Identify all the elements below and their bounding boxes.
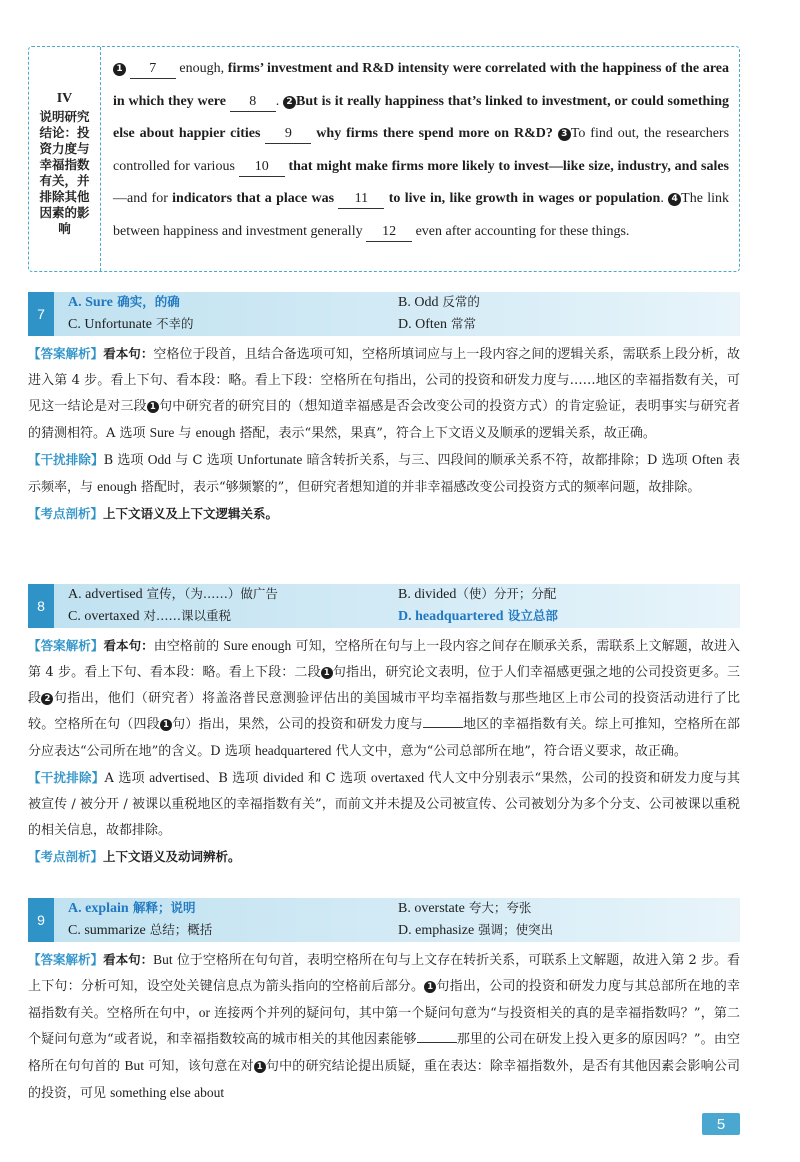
q8-option-b: B. divided（使）分开；分配 — [398, 586, 557, 602]
q8-option-c: C. overtaxed 对……课以重税 — [68, 608, 232, 624]
q9-answer-analysis: 【答案解析】看本句：But 位于空格所在句句首，表明空格所在句与上文存在转折关系，可联系上文解题，故进入第 2 步。看上下句：分析可知，设空处关键信息点为箭头指向的空格前后部分。 1 句指出，公司的投资和研发力度与其总部所在地的幸福指数有关。空格所在句中，or 连接两个并列的疑问句，其中第一个疑问句意为“与投资相关的真的是幸福指数吗？”，第二个疑问句意为“或者说，和幸福指数较高的城市相关的其他因素能够 那里的公司在研发上投入更多的原因吗？”。由空格所在句句首的 But 可知，该句意在对 1 句中的研究结论提出质疑，重在表达：除幸福指数外，是否有其他因素会影响公司的投资，可见 something else about — [28, 952, 740, 1101]
q8-explanation — [28, 633, 740, 871]
passage-text — [101, 47, 739, 271]
passage-s1b: firms’ investment and R&D intensity were correlated with the happiness of the area in which they were — [113, 61, 730, 109]
q7-option-c: C. Unfortunate 不幸的 — [68, 316, 194, 332]
blank-7: 7 — [130, 60, 176, 79]
q7-option-d: D. Often 常常 — [398, 316, 476, 332]
sentence-marker-2: 2 — [283, 96, 296, 109]
blank-12: 12 — [366, 223, 412, 242]
passage-s3f: to live in, like growth in wages or population — [384, 191, 661, 206]
passage-s3c: —like size, industry, and sales — [548, 158, 729, 174]
question-8-options — [28, 584, 740, 628]
question-8-number: 8 — [28, 584, 54, 628]
q9-option-d: D. emphasize 强调；使突出 — [398, 922, 554, 938]
section-roman: IV — [56, 91, 73, 106]
page-number: 5 — [702, 1113, 740, 1135]
q9-option-a: A. explain 解释；说明 — [68, 900, 196, 916]
q7-key-point: 【考点剖析】上下文语义及上下文逻辑关系。 — [28, 506, 279, 521]
passage-s3b: that might make firms more likely to invest — [284, 158, 549, 174]
q9-explanation — [28, 947, 740, 1107]
passage-s1a: enough, — [175, 61, 228, 76]
passage-s4b: even after accounting for these things. — [412, 223, 630, 239]
passage-s1c: . — [275, 93, 284, 109]
q7-option-a: A. Sure 确实，的确 — [68, 294, 180, 310]
q7-option-b: B. Odd 反常的 — [398, 294, 480, 310]
question-9-number: 9 — [28, 898, 54, 942]
marker-icon: 1 — [160, 719, 172, 731]
passage-s3e: indicators that a place was — [172, 191, 335, 206]
q7-answer-analysis: 【答案解析】看本句：空格位于段首，且结合备选项可知，空格所填词应与上一段内容之间的逻辑关系，需联系上段分析，故进入第 4 步。看上下句、看本段：略。看上下段：空格所在句指出，公司的投资和研发力度与……地区的幸福指数有关，可见这一结论是对三段 1 句中研究者的研究目的（想知道幸福感是否会改变公司的投资方式）的肯定验证，表明事实与研究者的猜测相符。A 选项 Sure 与 enough 搭配，表示“果然，果真”，符合上下文语义及顺承的逻辑关系，故正确。 — [28, 346, 740, 441]
passage-s2a: But is it really happiness that’s linked to investment, or could something else about happier cities — [113, 93, 730, 141]
section-description: 说明研究结论：投资力度与幸福指数有关，并排除其他因素的影响 — [39, 109, 90, 236]
q7-distractor-analysis: 【干扰排除】B 选项 Odd 与 C 选项 Unfortunate 暗含转折关系，与三、四段间的顺承关系不符，故都排除；D 选项 Often 表示频率，与 enough 搭配时，表示“够频繁的”，但研究者想知道的并非幸福感改变公司投资方式的频率问题，故排除。 — [28, 452, 740, 495]
q8-distractor-analysis: 【干扰排除】A 选项 advertised、B 选项 divided 和 C 选项 overtaxed 代人文中分别表示“果然，公司的投资和研发力度与其被宣传 / 被分开 / 被课以重税地区的幸福指数有关”，而前文并未提及公司被宣传、公司被划分为多个分支、公司被课以重税的相关信息，故都排除。 — [28, 770, 741, 838]
blank-line — [423, 727, 463, 728]
marker-icon: 1 — [147, 401, 159, 413]
marker-icon: 1 — [424, 981, 436, 993]
sentence-marker-4: 4 — [668, 193, 681, 206]
q8-option-d: D. headquartered 设立总部 — [398, 608, 558, 624]
sentence-marker-1: 1 — [113, 63, 126, 76]
question-7-options — [28, 292, 740, 336]
q8-answer-analysis: 【答案解析】看本句：由空格前的 Sure enough 可知，空格所在句与上一段内容之间存在顺承关系，需联系上文解题，故进入第 4 步。看上下句、看本段：略。看上下段：二段 1 句指出，研究论文表明，位于人们幸福感更强之地的公司投资更多。三段 2 句指出，他们（研究者）将盖洛普民意测验评估出的美国城市平均幸福指数与那些地区上市公司的投资活动进行了比较。空格所在句（四段 1 句）指出，果然，公司的投资和研发力度与 地区的幸福指数有关。综上可推知，空格所在部分应表达“公司所在地”的含义。D 选项 headquartered 代人文中，意为“公司总部所在地”，符合语义要求，故正确。 — [28, 638, 740, 759]
q9-option-b: B. overstate 夸大；夸张 — [398, 900, 532, 916]
sentence-marker-3: 3 — [558, 128, 571, 141]
blank-line — [417, 1042, 457, 1043]
q8-key-point: 【考点剖析】上下文语义及动词辨析。 — [28, 849, 241, 864]
passage-s2b: why firms there spend more on R&D? — [311, 126, 553, 141]
blank-10: 10 — [239, 158, 285, 177]
marker-icon: 2 — [41, 693, 53, 705]
q8-option-a: A. advertised 宣传，（为……）做广告 — [68, 586, 278, 602]
passage-s4a: The link between happiness and investment generally — [113, 191, 730, 239]
passage-s3g: . — [660, 191, 669, 206]
section-label — [29, 47, 101, 271]
marker-icon: 1 — [254, 1061, 266, 1073]
blank-9: 9 — [265, 125, 311, 144]
question-9-options — [28, 898, 740, 942]
marker-icon: 1 — [321, 667, 333, 679]
passage-s3d: —and for — [113, 191, 173, 206]
q7-explanation — [28, 341, 740, 528]
question-7-number: 7 — [28, 292, 54, 336]
passage-s3a: To find out, the researchers controlled for various — [113, 126, 730, 174]
passage-box — [28, 46, 740, 272]
blank-8: 8 — [230, 93, 276, 112]
q9-option-c: C. summarize 总结；概括 — [68, 922, 213, 938]
blank-11: 11 — [338, 190, 384, 209]
